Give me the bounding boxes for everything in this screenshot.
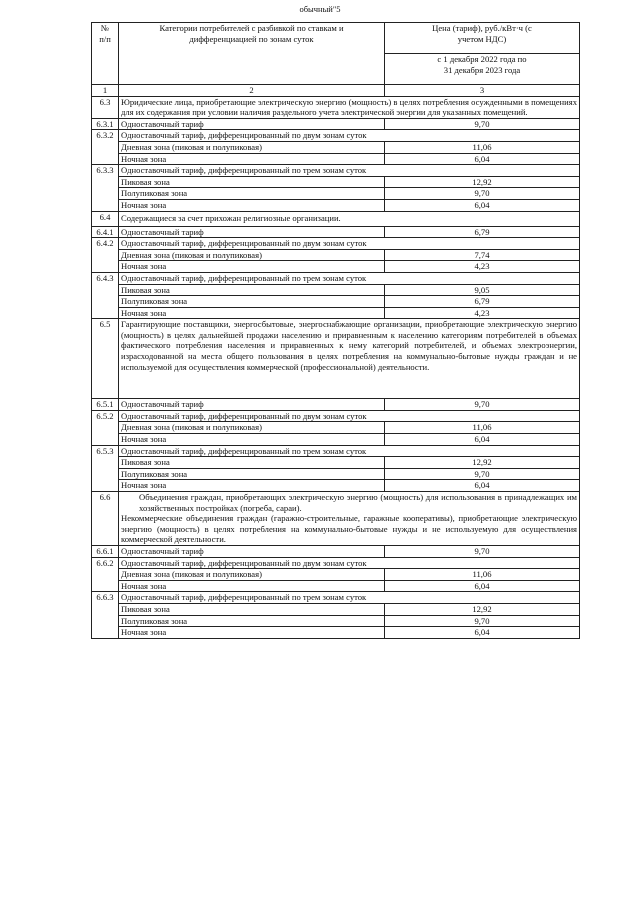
row-number: 6.3.1 [92, 118, 119, 130]
category-description-text: Объединения граждан, приобретающих электрическую энергию (мощность) для использования в принадлежащих им хозяйственных постройках (погреба, сараи). [139, 492, 577, 513]
zone-price: 9,70 [385, 188, 580, 200]
row-number: 6.3.2 [92, 130, 119, 165]
row-number: 6.3 [92, 96, 119, 118]
zone-label: Ночная зона [119, 580, 385, 592]
tariff-label: Одноставочный тариф, дифференцированный по трем зонам суток [119, 592, 580, 604]
tariff-label: Одноставочный тариф, дифференцированный по двум зонам суток [119, 130, 580, 142]
category-description-text: Гарантирующие поставщики, энергосбытовые, энергоснабжающие организации, приобретающие электрическую энергию (мощность) в целях дальнейшей продажи населению и приравненным к населению категориям потребителей в объемах фактического потребления населения и приравненных к нему категорий потребителей, и объемах электроэнергии, израсходованной на места общего пользования в целях потребления на коммунально-бытовые нужды граждан и не используемой для осуществления коммерческой (профессиональной) деятельности. [121, 319, 577, 372]
row-number: 6.4.3 [92, 272, 119, 318]
zone-price: 6,79 [385, 296, 580, 308]
row-number: 6.5.2 [92, 410, 119, 445]
row-number: 6.6 [92, 492, 119, 546]
row-number: 6.6.2 [92, 557, 119, 592]
header-col-period: с 1 декабря 2022 года по 31 декабря 2023 года [385, 54, 580, 85]
page-header: обычный"5 [299, 4, 341, 14]
tariff-price: 9,70 [385, 118, 580, 130]
zone-label: Ночная зона [119, 627, 385, 639]
zone-label: Дневная зона (пиковая и полупиковая) [119, 249, 385, 261]
tariff-label: Одноставочный тариф, дифференцированный по трем зонам суток [119, 165, 580, 177]
zone-label: Дневная зона (пиковая и полупиковая) [119, 141, 385, 153]
header-col-num: № п/п [92, 23, 119, 85]
tariff-table [91, 22, 580, 639]
tariff-price: 6,79 [385, 226, 580, 238]
header-index-2: 2 [119, 85, 385, 97]
zone-label: Полупиковая зона [119, 615, 385, 627]
zone-price: 9,05 [385, 284, 580, 296]
zone-price: 6,04 [385, 434, 580, 446]
row-number: 6.5.1 [92, 399, 119, 411]
zone-label: Дневная зона (пиковая и полупиковая) [119, 569, 385, 581]
zone-label: Ночная зона [119, 480, 385, 492]
zone-price: 4,23 [385, 307, 580, 319]
zone-label: Пиковая зона [119, 284, 385, 296]
row-number: 6.4 [92, 211, 119, 226]
row-number: 6.5 [92, 319, 119, 399]
zone-label: Полупиковая зона [119, 296, 385, 308]
tariff-label: Одноставочный тариф, дифференцированный по двум зонам суток [119, 238, 580, 250]
zone-price: 9,70 [385, 615, 580, 627]
zone-price: 12,92 [385, 457, 580, 469]
tariff-label: Одноставочный тариф [119, 118, 385, 130]
zone-label: Дневная зона (пиковая и полупиковая) [119, 422, 385, 434]
zone-price: 11,06 [385, 569, 580, 581]
tariff-price: 9,70 [385, 399, 580, 411]
category-description [119, 492, 580, 546]
tariff-label: Одноставочный тариф, дифференцированный по двум зонам суток [119, 410, 580, 422]
tariff-label: Одноставочный тариф [119, 545, 385, 557]
zone-price: 6,04 [385, 627, 580, 639]
zone-label: Пиковая зона [119, 457, 385, 469]
zone-price: 6,04 [385, 153, 580, 165]
zone-price: 6,04 [385, 580, 580, 592]
row-number: 6.6.3 [92, 592, 119, 638]
zone-price: 12,92 [385, 176, 580, 188]
zone-price: 6,04 [385, 480, 580, 492]
header-col-price: Цена (тариф), руб./кВт·ч (с учетом НДС) [385, 23, 580, 54]
zone-price: 11,06 [385, 422, 580, 434]
zone-price: 7,74 [385, 249, 580, 261]
zone-label: Ночная зона [119, 307, 385, 319]
zone-label: Полупиковая зона [119, 468, 385, 480]
tariff-label: Одноставочный тариф [119, 399, 385, 411]
zone-price: 4,23 [385, 261, 580, 273]
category-description [119, 319, 580, 399]
category-description: Содержащиеся за счет прихожан религиозные организации. [119, 211, 580, 226]
tariff-label: Одноставочный тариф, дифференцированный по трем зонам суток [119, 445, 580, 457]
row-number: 6.4.2 [92, 238, 119, 273]
zone-label: Ночная зона [119, 434, 385, 446]
tariff-label: Одноставочный тариф, дифференцированный по трем зонам суток [119, 272, 580, 284]
tariff-label: Одноставочный тариф [119, 226, 385, 238]
header-index-3: 3 [385, 85, 580, 97]
zone-label: Ночная зона [119, 153, 385, 165]
row-number: 6.4.1 [92, 226, 119, 238]
category-description-text: Некоммерческие объединения граждан (гаражно-строительные, гаражные кооперативы), приобретающие электрическую энергию (мощность) в целях потребления на коммунально-бытовые нужды и не используемую для осуществления коммерческой деятельности. [121, 513, 577, 545]
zone-price: 12,92 [385, 603, 580, 615]
tariff-label: Одноставочный тариф, дифференцированный по двум зонам суток [119, 557, 580, 569]
zone-label: Ночная зона [119, 199, 385, 211]
zone-price: 9,70 [385, 468, 580, 480]
zone-price: 6,04 [385, 199, 580, 211]
category-description: Юридические лица, приобретающие электрическую энергию (мощность) в целях потребления осужденными в помещениях для их содержания при условии наличия раздельного учета электрической энергии для указанных помещений. [119, 96, 580, 118]
zone-label: Пиковая зона [119, 176, 385, 188]
zone-label: Ночная зона [119, 261, 385, 273]
header-col-category: Категории потребителей с разбивкой по ставкам и дифференциацией по зонам суток [119, 23, 385, 85]
row-number: 6.6.1 [92, 545, 119, 557]
zone-label: Полупиковая зона [119, 188, 385, 200]
zone-price: 11,06 [385, 141, 580, 153]
row-number: 6.5.3 [92, 445, 119, 491]
row-number: 6.3.3 [92, 165, 119, 211]
tariff-price: 9,70 [385, 545, 580, 557]
header-index-1: 1 [92, 85, 119, 97]
zone-label: Пиковая зона [119, 603, 385, 615]
